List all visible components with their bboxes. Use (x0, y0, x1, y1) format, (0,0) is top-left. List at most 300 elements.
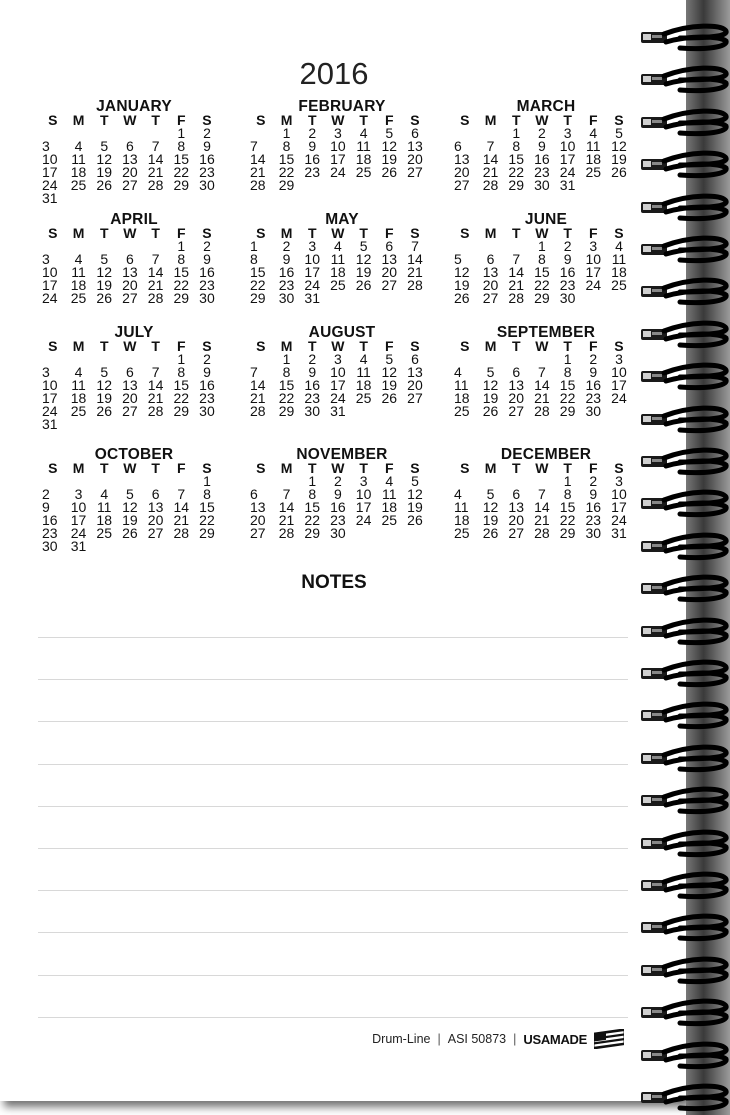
day-cell: 30 (585, 402, 602, 419)
day-cell: 15 (508, 150, 524, 167)
month-name: MAY (325, 211, 359, 228)
weekday-header: T (359, 225, 368, 241)
day-cell: 18 (454, 511, 470, 528)
day-cell: 3 (42, 250, 50, 267)
day-cell: 27 (407, 163, 423, 180)
month-day-grid (452, 114, 632, 192)
day-cell: 22 (559, 511, 576, 528)
day-cell: 12 (96, 150, 112, 167)
weekday-header: T (151, 460, 160, 476)
weekday-header: S (48, 460, 58, 476)
day-cell: 20 (482, 276, 499, 293)
day-cell: 18 (585, 150, 602, 167)
day-cell: 25 (70, 402, 87, 419)
footer (372, 1029, 624, 1049)
spiral-ring-icon (640, 828, 730, 858)
day-cell: 11 (356, 137, 371, 154)
day-cell: 26 (96, 289, 112, 306)
month-april (40, 212, 220, 305)
day-cell: 14 (278, 498, 295, 515)
weekday-header: S (48, 338, 58, 354)
day-cell: 16 (199, 263, 215, 280)
day-cell: 8 (282, 137, 291, 154)
day-cell: 11 (454, 376, 469, 393)
day-cell: 14 (482, 150, 499, 167)
day-cell: 26 (96, 176, 112, 193)
day-cell: 18 (70, 276, 87, 293)
day-cell: 11 (96, 498, 112, 515)
month-day-grid (248, 227, 428, 305)
month-january (40, 99, 220, 204)
day-cell: 6 (126, 137, 134, 154)
day-cell: 22 (508, 163, 524, 180)
day-cell: 25 (454, 402, 470, 419)
day-cell: 15 (173, 376, 190, 393)
day-cell: 2 (282, 238, 291, 254)
day-cell: 10 (330, 363, 346, 380)
day-cell: 11 (71, 376, 86, 393)
month-october (40, 447, 220, 552)
note-line[interactable] (38, 932, 628, 933)
day-cell: 13 (250, 498, 266, 515)
day-cell: 10 (70, 498, 87, 515)
day-cell: 7 (250, 137, 258, 154)
day-cell: 29 (508, 176, 524, 193)
day-cell: 28 (250, 402, 266, 419)
day-cell: 10 (42, 263, 58, 280)
day-cell: 23 (304, 163, 320, 180)
month-december (452, 447, 632, 540)
day-cell: 28 (147, 402, 164, 419)
day-cell: 25 (611, 276, 627, 293)
day-cell: 9 (563, 250, 572, 267)
day-cell: 24 (304, 276, 320, 293)
day-cell: 6 (385, 238, 394, 254)
day-cell: 16 (304, 150, 320, 167)
day-cell: 20 (407, 150, 423, 167)
day-cell: 21 (534, 389, 550, 406)
month-name: DECEMBER (500, 446, 592, 463)
weekday-header: T (151, 338, 160, 354)
day-cell: 10 (559, 137, 576, 154)
weekday-header: T (511, 225, 521, 241)
day-cell: 2 (563, 238, 572, 254)
day-cell: 15 (199, 498, 215, 515)
day-cell: 24 (42, 402, 58, 419)
day-cell: 10 (611, 485, 627, 502)
day-cell: 7 (250, 363, 258, 380)
day-cell: 22 (173, 276, 190, 293)
day-cell: 24 (559, 163, 576, 180)
day-cell: 19 (381, 376, 398, 393)
day-cell: 18 (330, 263, 346, 280)
day-cell: 2 (308, 351, 317, 367)
weekday-header: T (307, 460, 317, 476)
day-cell: 14 (407, 250, 423, 267)
weekday-header: S (460, 460, 470, 476)
day-cell: 13 (122, 150, 138, 167)
day-cell: 29 (173, 402, 190, 419)
day-cell: 25 (330, 276, 346, 293)
weekday-header: M (72, 338, 85, 354)
day-cell: 5 (486, 363, 495, 380)
day-cell: 7 (411, 238, 419, 254)
day-cell: 22 (534, 276, 550, 293)
day-cell: 15 (250, 263, 266, 280)
day-cell: 13 (381, 250, 398, 267)
day-cell: 11 (71, 150, 86, 167)
day-cell: 16 (534, 150, 550, 167)
day-cell: 10 (42, 150, 58, 167)
day-cell: 24 (70, 524, 87, 541)
day-cell: 26 (122, 524, 138, 541)
day-cell: 21 (250, 163, 266, 180)
day-cell: 9 (42, 498, 50, 515)
day-cell: 8 (512, 137, 521, 154)
day-cell: 18 (96, 511, 112, 528)
separator: | (513, 1032, 517, 1046)
day-cell: 3 (589, 238, 598, 254)
day-cell: 1 (177, 125, 186, 141)
spiral-ring-icon (640, 785, 730, 815)
day-cell: 12 (381, 363, 398, 380)
month-february (248, 99, 428, 192)
day-cell: 20 (381, 263, 398, 280)
day-cell: 24 (42, 289, 58, 306)
day-cell: 20 (147, 511, 164, 528)
weekday-header: W (331, 225, 345, 241)
day-cell: 19 (96, 163, 112, 180)
day-cell: 31 (42, 189, 58, 206)
day-cell: 27 (147, 524, 164, 541)
day-cell: 23 (199, 163, 215, 180)
day-cell: 7 (486, 137, 495, 154)
day-cell: 9 (203, 137, 211, 154)
separator: | (437, 1032, 441, 1046)
month-march (452, 99, 632, 192)
weekday-header: M (484, 112, 497, 128)
day-cell: 24 (355, 511, 372, 528)
day-cell: 18 (381, 498, 398, 515)
note-line[interactable] (38, 848, 628, 849)
weekday-header: W (123, 225, 137, 241)
weekday-header: W (123, 460, 137, 476)
weekday-header: T (99, 338, 109, 354)
weekday-header: S (410, 225, 420, 241)
day-cell: 24 (330, 163, 346, 180)
day-cell: 1 (282, 351, 291, 367)
day-cell: 1 (563, 351, 572, 367)
weekday-header: F (385, 338, 394, 354)
month-november (248, 447, 428, 540)
day-cell: 2 (589, 351, 598, 367)
day-cell: 21 (534, 511, 550, 528)
weekday-header: F (589, 225, 598, 241)
day-cell: 10 (42, 376, 58, 393)
day-cell: 29 (278, 402, 295, 419)
day-cell: 25 (585, 163, 602, 180)
day-cell: 3 (334, 125, 342, 141)
day-cell: 17 (70, 511, 87, 528)
day-cell: 26 (482, 402, 499, 419)
day-cell: 14 (147, 376, 164, 393)
day-cell: 25 (355, 163, 372, 180)
spiral-ring-icon (640, 149, 730, 179)
day-cell: 21 (407, 263, 423, 280)
day-cell: 10 (355, 485, 372, 502)
day-cell: 2 (308, 125, 317, 141)
day-cell: 31 (330, 402, 346, 419)
month-august (248, 325, 428, 418)
month-name: AUGUST (308, 324, 376, 341)
day-cell: 19 (96, 389, 112, 406)
day-cell: 16 (559, 263, 576, 280)
day-cell: 21 (173, 511, 190, 528)
day-cell: 9 (203, 250, 211, 267)
note-line[interactable] (38, 721, 628, 722)
day-cell: 19 (381, 150, 398, 167)
day-cell: 11 (454, 498, 469, 515)
day-cell: 19 (482, 389, 499, 406)
note-line[interactable] (38, 806, 628, 807)
day-cell: 28 (508, 289, 524, 306)
weekday-header: S (614, 460, 624, 476)
day-cell: 16 (278, 263, 295, 280)
day-cell: 12 (482, 376, 499, 393)
day-cell: 20 (508, 511, 524, 528)
note-line[interactable] (38, 764, 628, 765)
day-cell: 8 (250, 250, 258, 267)
day-cell: 31 (70, 537, 87, 554)
day-cell: 4 (74, 250, 83, 267)
day-cell: 25 (454, 524, 470, 541)
weekday-header: T (99, 460, 109, 476)
month-day-grid (40, 227, 220, 305)
day-cell: 29 (173, 289, 190, 306)
day-cell: 10 (611, 363, 627, 380)
note-line[interactable] (38, 890, 628, 891)
year-title: 2016 (299, 56, 369, 91)
day-cell: 8 (282, 363, 291, 380)
day-cell: 22 (173, 389, 190, 406)
day-cell: 24 (611, 389, 627, 406)
weekday-header: S (202, 338, 212, 354)
day-cell: 16 (585, 498, 602, 515)
day-cell: 12 (611, 137, 627, 154)
spiral-ring-icon (640, 488, 730, 518)
day-cell: 26 (381, 389, 398, 406)
day-cell: 17 (559, 150, 576, 167)
day-cell: 5 (411, 473, 419, 489)
weekday-header: F (177, 338, 186, 354)
day-cell: 17 (611, 498, 627, 515)
asi-number: ASI 50873 (447, 1032, 507, 1046)
day-cell: 17 (42, 276, 58, 293)
weekday-header: T (151, 225, 160, 241)
day-cell: 9 (589, 485, 598, 502)
month-day-grid (248, 114, 428, 192)
day-cell: 21 (250, 389, 266, 406)
day-cell: 30 (585, 524, 602, 541)
spiral-ring-icon (640, 658, 730, 688)
weekday-header: M (484, 460, 497, 476)
day-cell: 27 (482, 289, 499, 306)
weekday-header: M (72, 112, 85, 128)
day-cell: 13 (407, 137, 423, 154)
weekday-header: M (280, 338, 293, 354)
day-cell: 27 (122, 402, 138, 419)
day-cell: 17 (42, 163, 58, 180)
weekday-header: T (359, 460, 368, 476)
day-cell: 21 (278, 511, 295, 528)
weekday-header: T (511, 460, 521, 476)
day-cell: 20 (250, 511, 266, 528)
day-cell: 28 (250, 176, 266, 193)
day-cell: 18 (611, 263, 627, 280)
day-cell: 2 (203, 125, 211, 141)
spiral-ring-icon (640, 870, 730, 900)
weekday-header: M (484, 338, 497, 354)
month-name: SEPTEMBER (496, 324, 596, 341)
day-cell: 15 (278, 376, 295, 393)
day-cell: 28 (173, 524, 190, 541)
day-cell: 1 (512, 125, 521, 141)
day-cell: 20 (508, 389, 524, 406)
day-cell: 29 (559, 402, 576, 419)
product-name: Drum-Line (372, 1032, 431, 1046)
day-cell: 19 (122, 511, 138, 528)
day-cell: 9 (334, 485, 342, 502)
day-cell: 3 (615, 351, 623, 367)
weekday-header: M (280, 460, 293, 476)
day-cell: 2 (203, 351, 211, 367)
day-cell: 2 (589, 473, 598, 489)
weekday-header: F (177, 225, 186, 241)
day-cell: 20 (122, 163, 138, 180)
day-cell: 29 (534, 289, 550, 306)
day-cell: 3 (359, 473, 368, 489)
spiral-ring-icon (640, 192, 730, 222)
month-day-grid (452, 340, 632, 418)
day-cell: 13 (407, 363, 423, 380)
weekday-header: T (563, 112, 572, 128)
day-cell: 26 (355, 276, 372, 293)
day-cell: 23 (534, 163, 550, 180)
weekday-header: W (331, 112, 345, 128)
day-cell: 8 (177, 363, 186, 380)
day-cell: 12 (482, 498, 499, 515)
day-cell: 18 (355, 376, 372, 393)
day-cell: 13 (147, 498, 164, 515)
day-cell: 15 (278, 150, 295, 167)
spiral-ring-icon (640, 616, 730, 646)
day-cell: 29 (173, 176, 190, 193)
day-cell: 28 (534, 402, 550, 419)
weekday-header: W (123, 112, 137, 128)
weekday-header: F (589, 112, 598, 128)
day-cell: 5 (100, 250, 109, 267)
spiral-ring-icon (640, 22, 730, 52)
weekday-header: S (202, 112, 212, 128)
day-cell: 13 (122, 263, 138, 280)
day-cell: 4 (100, 485, 109, 502)
weekday-header: S (614, 112, 624, 128)
spiral-ring-icon (640, 234, 730, 264)
day-cell: 6 (512, 485, 521, 502)
note-line[interactable] (38, 637, 628, 638)
day-cell: 12 (454, 263, 470, 280)
weekday-header: S (410, 338, 420, 354)
day-cell: 27 (122, 289, 138, 306)
usa-made-label: USAMADE (523, 1031, 587, 1047)
day-cell: 31 (304, 289, 320, 306)
month-june (452, 212, 632, 305)
day-cell: 17 (304, 263, 320, 280)
day-cell: 30 (199, 176, 215, 193)
day-cell: 3 (42, 137, 50, 154)
day-cell: 4 (385, 473, 394, 489)
day-cell: 16 (304, 376, 320, 393)
day-cell: 14 (534, 498, 550, 515)
note-line[interactable] (38, 679, 628, 680)
day-cell: 22 (250, 276, 266, 293)
day-cell: 12 (122, 498, 138, 515)
day-cell: 7 (538, 485, 546, 502)
weekday-header: S (410, 460, 420, 476)
note-line[interactable] (38, 975, 628, 976)
day-cell: 4 (74, 363, 83, 380)
day-cell: 30 (304, 402, 320, 419)
weekday-header: T (563, 460, 572, 476)
day-cell: 28 (147, 289, 164, 306)
day-cell: 12 (96, 376, 112, 393)
day-cell: 18 (70, 389, 87, 406)
day-cell: 24 (330, 389, 346, 406)
day-cell: 4 (359, 351, 368, 367)
spiral-ring-icon (640, 955, 730, 985)
weekday-header: F (385, 112, 394, 128)
note-line[interactable] (38, 1017, 628, 1018)
weekday-header: M (280, 112, 293, 128)
day-cell: 11 (382, 485, 397, 502)
day-cell: 26 (96, 402, 112, 419)
day-cell: 15 (559, 498, 576, 515)
day-cell: 9 (308, 137, 317, 154)
weekday-header: T (359, 338, 368, 354)
day-cell: 30 (534, 176, 550, 193)
day-cell: 22 (173, 163, 190, 180)
weekday-header: S (460, 338, 470, 354)
day-cell: 3 (74, 485, 83, 502)
day-cell: 22 (199, 511, 215, 528)
weekday-header: M (72, 460, 85, 476)
weekday-header: W (535, 338, 549, 354)
spiral-ring-icon (640, 912, 730, 942)
day-cell: 6 (250, 485, 258, 502)
day-cell: 26 (482, 524, 499, 541)
day-cell: 1 (177, 351, 186, 367)
weekday-header: W (123, 338, 137, 354)
weekday-header: T (563, 338, 572, 354)
day-cell: 17 (585, 263, 602, 280)
day-cell: 1 (203, 473, 211, 489)
day-cell: 23 (304, 389, 320, 406)
weekday-header: S (410, 112, 420, 128)
day-cell: 25 (96, 524, 112, 541)
weekday-header: T (307, 225, 317, 241)
day-cell: 21 (482, 163, 499, 180)
day-cell: 16 (199, 376, 215, 393)
